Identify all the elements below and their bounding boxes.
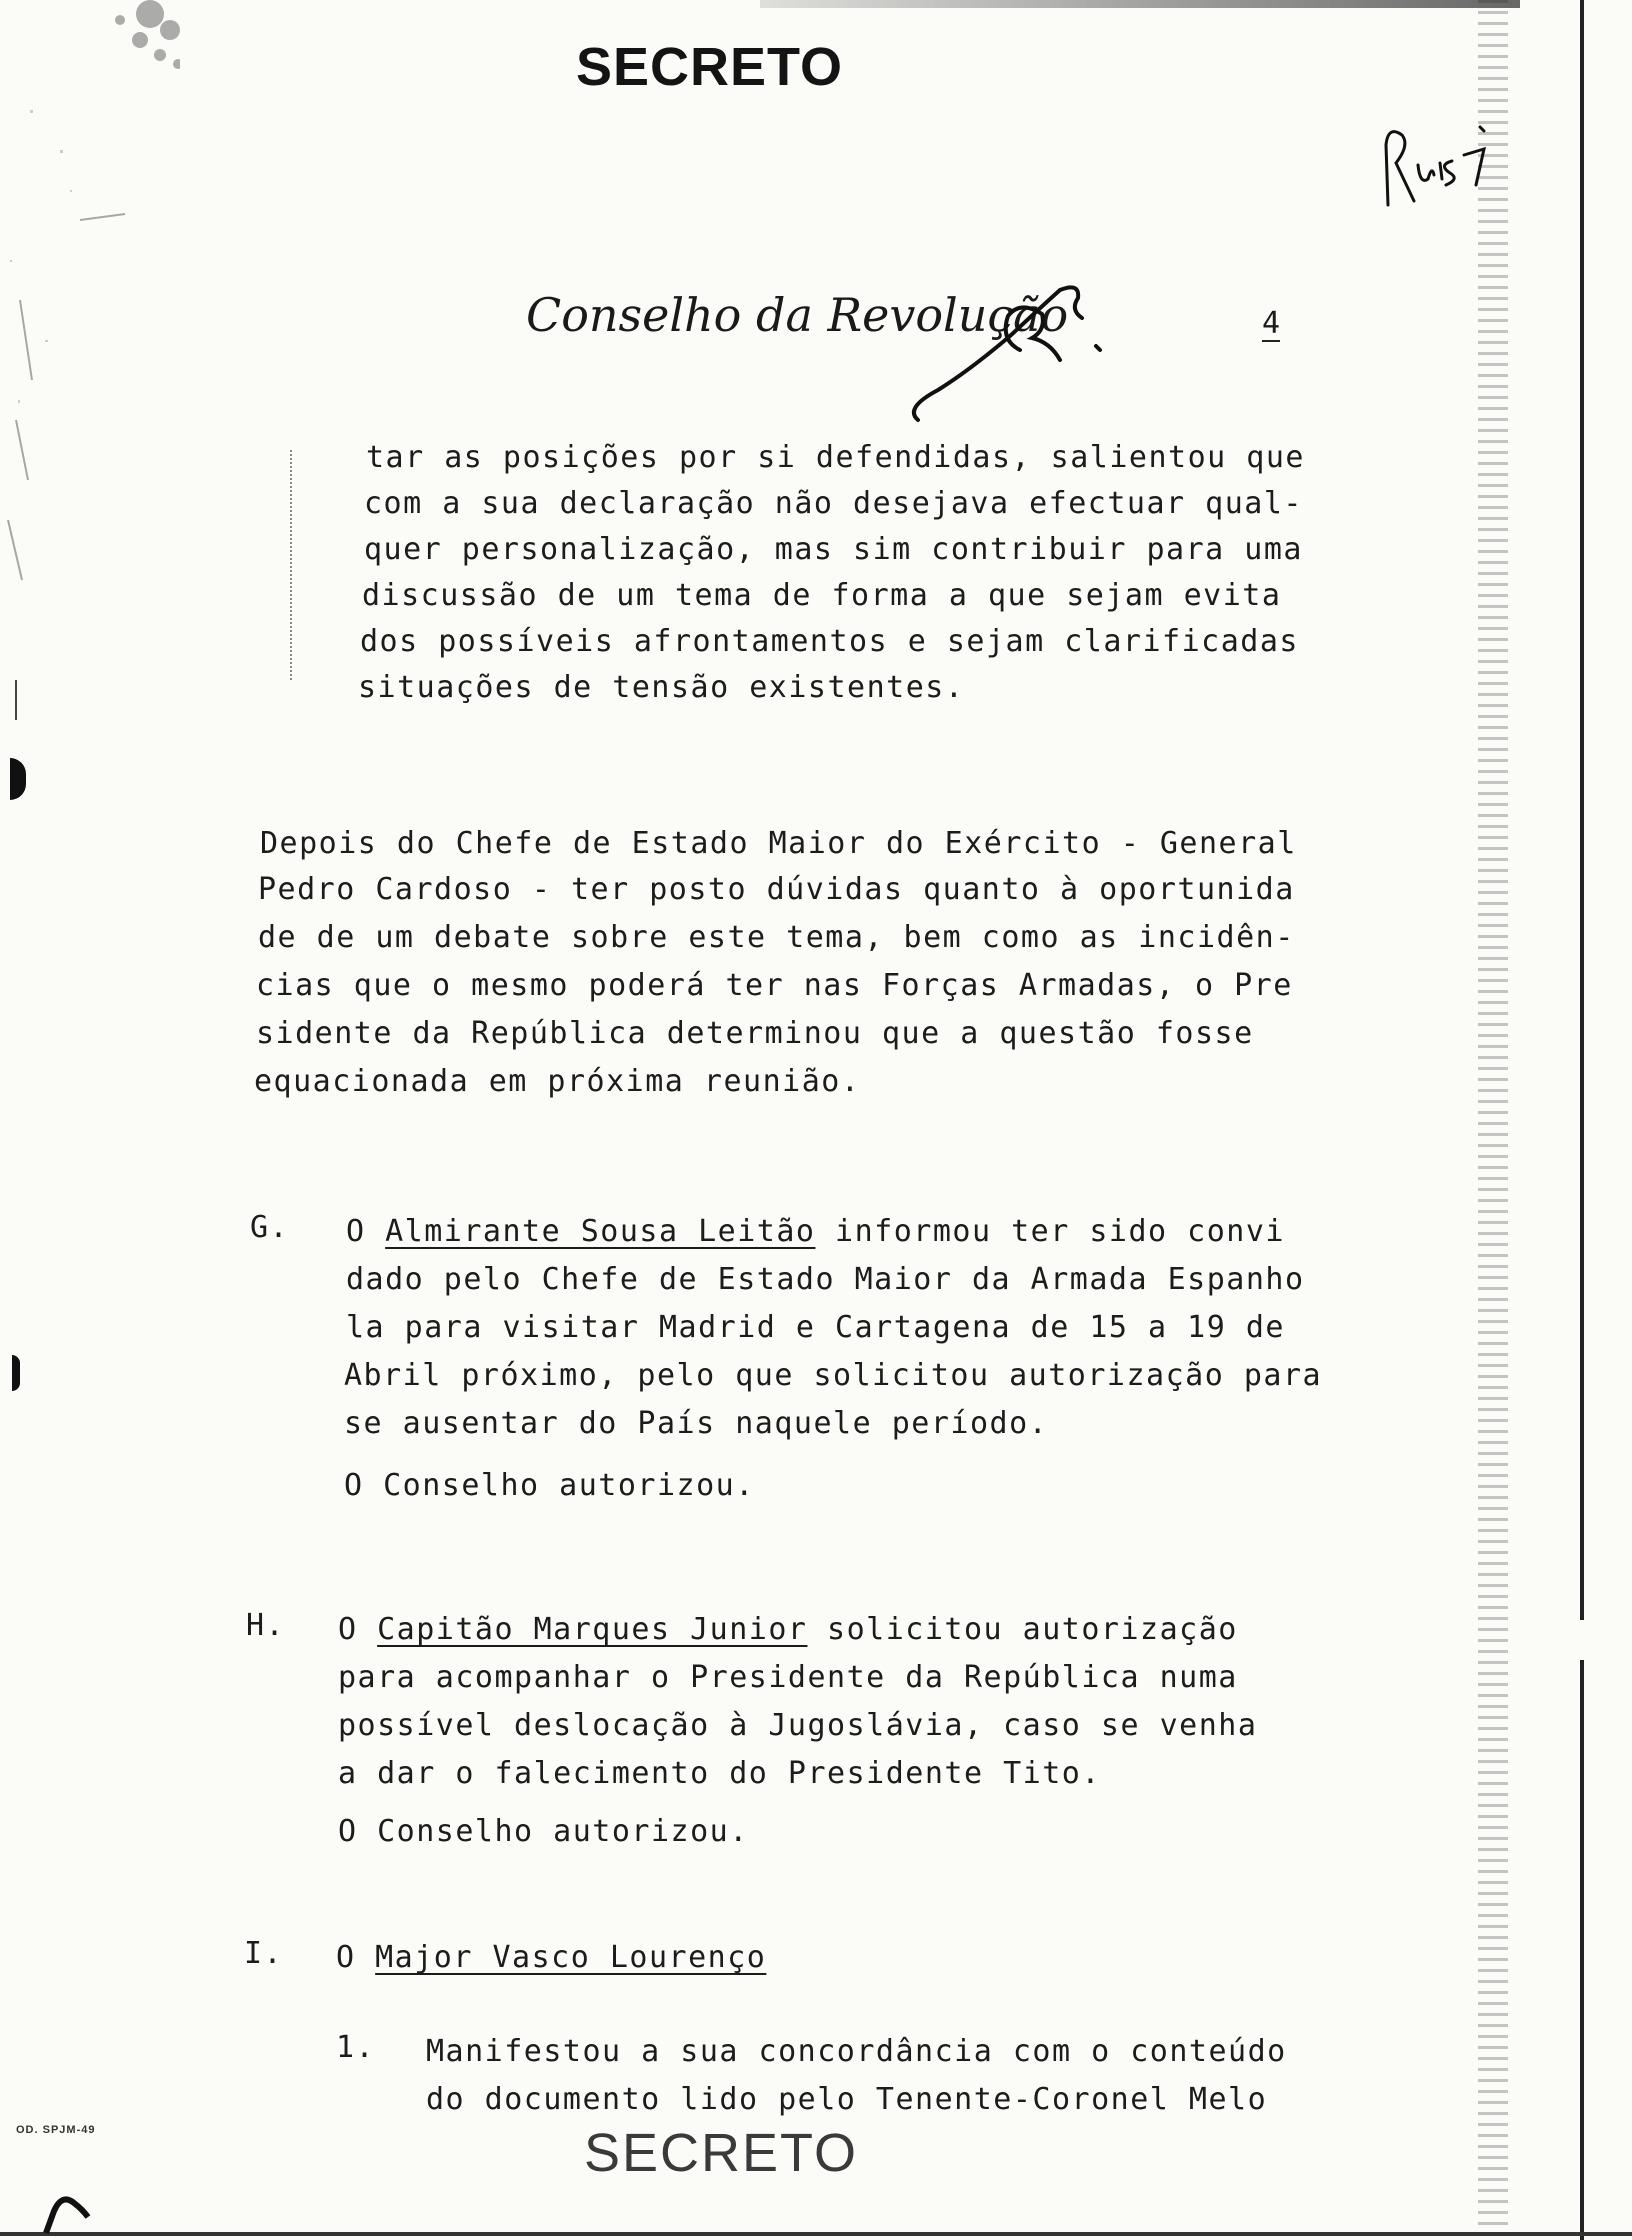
page-number: 4 <box>1262 306 1281 341</box>
scan-mark <box>15 680 17 720</box>
text-line: sidente da República determinou que a questão fosse <box>256 1016 1254 1051</box>
text-line: a dar o falecimento do Presidente Tito. <box>338 1756 1101 1791</box>
text-line: Depois do Chefe de Estado Maior do Exército - General <box>260 826 1297 861</box>
item-prefix: O <box>336 1940 376 1975</box>
sub-item-label: 1. <box>336 2030 376 2065</box>
person-name: Major Vasco Lourenço <box>375 1940 767 1975</box>
item-label: I. <box>244 1936 284 1971</box>
item-first-line <box>336 1940 766 1975</box>
scan-mark <box>12 1355 20 1391</box>
item-first-line <box>338 1612 1238 1647</box>
right-border-line <box>1580 0 1584 2240</box>
classification-bottom: SECRETO <box>584 2123 859 2183</box>
item-text: informou ter sido convi <box>815 1214 1285 1249</box>
text-line: tar as posições por si defendidas, salientou que <box>366 440 1305 475</box>
item-text: solicitou autorização <box>807 1612 1238 1647</box>
top-edge-noise <box>760 0 1520 8</box>
item-label: G. <box>250 1210 290 1245</box>
text-line: possível deslocação à Jugoslávia, caso se venha <box>338 1708 1258 1743</box>
text-line: Manifestou a sua concordância com o conteúdo <box>426 2034 1287 2069</box>
margin-bracket <box>290 450 294 680</box>
text-line: Pedro Cardoso - ter posto dúvidas quanto à oportunida <box>258 872 1295 907</box>
outcome-line: O Conselho autorizou. <box>338 1814 749 1849</box>
signature <box>910 280 1170 430</box>
text-line: equacionada em próxima reunião. <box>254 1064 861 1099</box>
bottom-corner-mark <box>40 2175 120 2235</box>
form-code: OD. SPJM-49 <box>16 2124 96 2136</box>
item-prefix: O <box>338 1612 378 1647</box>
scan-noise-left <box>0 0 180 620</box>
handwritten-note <box>1380 105 1500 215</box>
text-line: dado pelo Chefe de Estado Maior da Armada Espanho <box>346 1262 1305 1297</box>
outcome-line: O Conselho autorizou. <box>344 1468 755 1503</box>
text-line: cias que o mesmo poderá ter nas Forças Armadas, o Pre <box>256 968 1293 1003</box>
text-line: discussão de um tema de forma a que sejam evita <box>362 578 1282 613</box>
text-line: Abril próximo, pelo que solicitou autorização para <box>344 1358 1323 1393</box>
text-line: do documento lido pelo Tenente-Coronel Melo <box>426 2082 1268 2117</box>
scan-mark <box>10 758 26 800</box>
right-edge-noise <box>1478 0 1508 2240</box>
item-label: H. <box>246 1608 286 1643</box>
item-prefix: O <box>346 1214 386 1249</box>
text-line: situações de tensão existentes. <box>358 670 965 705</box>
item-first-line <box>346 1214 1285 1249</box>
classification-top: SECRETO <box>576 37 844 97</box>
text-line: se ausentar do País naquele período. <box>344 1406 1049 1441</box>
letterhead: Conselho da Revolução <box>526 288 1069 342</box>
right-border-gap <box>1578 1620 1586 1660</box>
person-name: Capitão Marques Junior <box>377 1612 808 1647</box>
text-line: de de um debate sobre este tema, bem como as incidên- <box>258 920 1295 955</box>
text-line: la para visitar Madrid e Cartagena de 15 a 19 de <box>346 1310 1285 1345</box>
text-line: para acompanhar o Presidente da República numa <box>338 1660 1238 1695</box>
text-line: quer personalização, mas sim contribuir para uma <box>364 532 1303 567</box>
text-line: dos possíveis afrontamentos e sejam clarificadas <box>360 624 1299 659</box>
person-name: Almirante Sousa Leitão <box>385 1214 816 1249</box>
bottom-edge-line <box>0 2232 1632 2236</box>
text-line: com a sua declaração não desejava efectuar qual- <box>364 486 1303 521</box>
